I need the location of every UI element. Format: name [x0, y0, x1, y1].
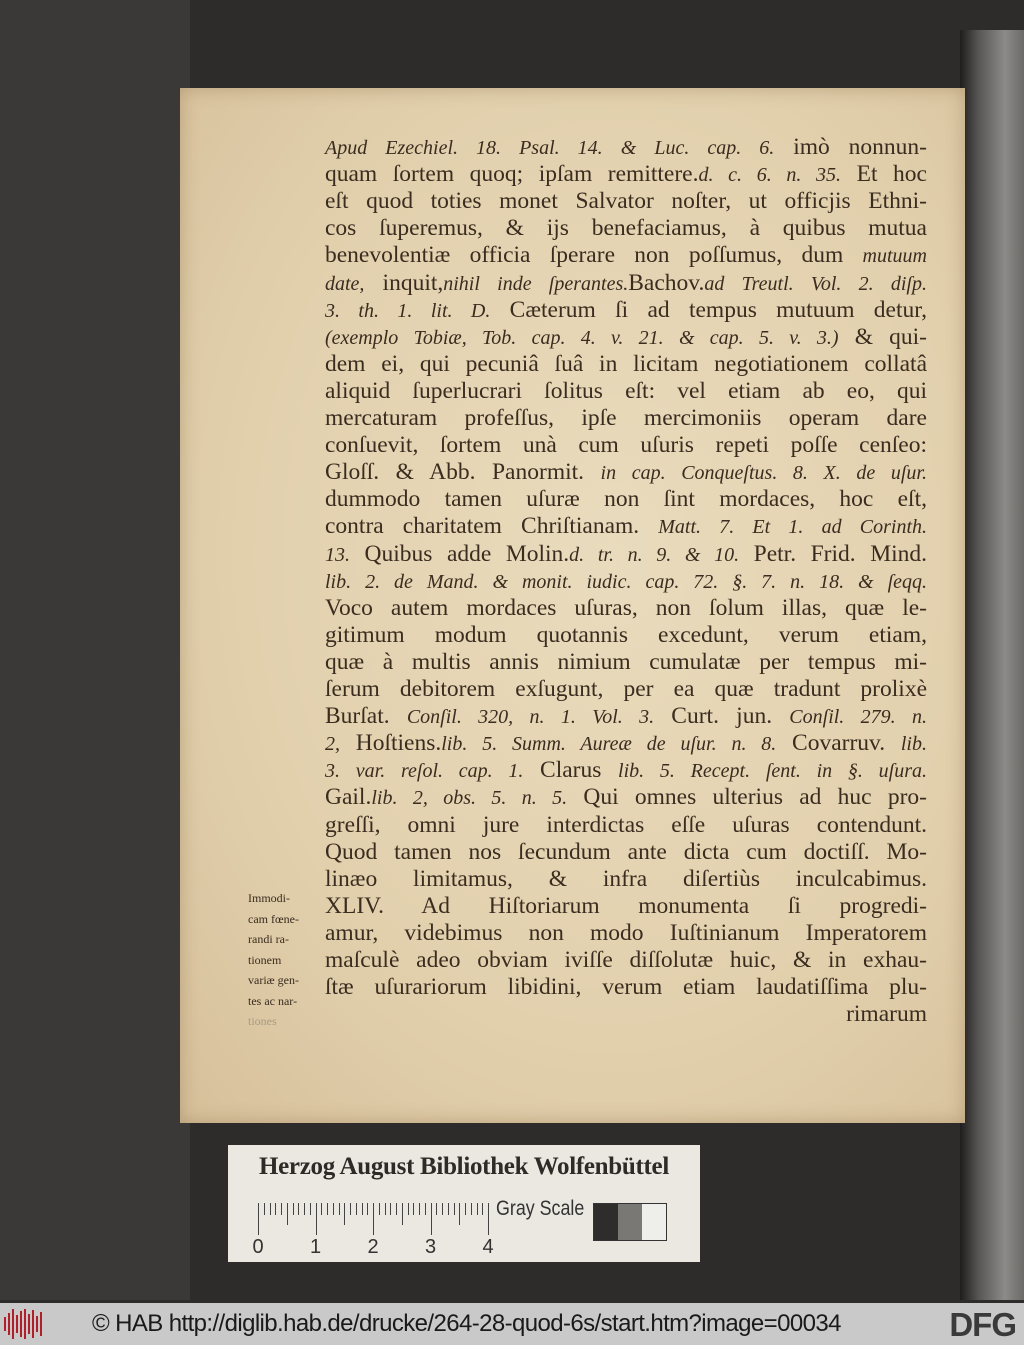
body-text: eſt quod toties monet Salvator noſter, ut officjis Ethni- — [325, 188, 927, 215]
body-text: rimarum — [846, 1001, 927, 1028]
text-line — [325, 893, 927, 920]
library-color-card — [228, 1145, 700, 1262]
body-text: Covarruv. — [776, 730, 901, 757]
dfg-logo: DFG — [949, 1306, 1016, 1343]
footer-bar — [0, 1303, 1024, 1345]
body-text: inquit, — [364, 269, 444, 296]
citation-text: 13. — [325, 543, 350, 566]
ruler-tick — [356, 1203, 357, 1215]
body-text: Bachov. — [628, 269, 705, 296]
gray-scale-patch — [642, 1204, 666, 1240]
text-line — [325, 486, 927, 513]
ruler-tick — [431, 1203, 432, 1235]
margin-note-line: Immodi- — [248, 891, 290, 905]
ruler-tick — [316, 1203, 317, 1235]
citation-text: lib. 2, obs. 5. n. 5. — [371, 787, 568, 810]
body-text: benevolentiæ officia ſperare non poſſumus, dum — [325, 242, 863, 269]
gray-scale-patch — [594, 1204, 618, 1240]
text-line — [325, 784, 927, 811]
citation-text: date, — [325, 272, 365, 295]
body-text: XLIV. Ad Hiſtoriarum monumenta ſi progredi- — [325, 892, 927, 919]
ruler-tick — [304, 1203, 305, 1215]
citation-text: 2, — [325, 733, 340, 756]
margin-note-line: tes ac nar- — [248, 993, 298, 1008]
ruler-number: 2 — [367, 1236, 379, 1258]
text-line — [325, 432, 927, 459]
ruler-tick — [448, 1203, 449, 1215]
text-line — [325, 324, 927, 351]
body-text: contra charitatem Chriſtianam. — [325, 513, 659, 540]
body-text: linæo limitamus, & infra diſertiùs inculcabimus. — [325, 865, 927, 892]
ruler-number: 1 — [309, 1236, 322, 1258]
body-text: imò nonnun- — [774, 134, 927, 160]
text-line — [325, 351, 927, 378]
margin-note — [248, 888, 318, 1032]
text-line — [325, 242, 927, 269]
text-line — [325, 839, 927, 866]
ruler-tick — [367, 1203, 368, 1215]
citation-text: lib. — [900, 733, 927, 756]
library-name: Herzog August Bibliothek Wolfenbüttel — [258, 1153, 669, 1180]
text-line — [325, 215, 927, 242]
body-text: gitimum modum quotannis excedunt, verum etiam, — [325, 621, 927, 648]
text-line — [325, 757, 927, 784]
body-text: Petr. Frid. Mind. — [739, 540, 927, 567]
body-text: quam ſortem quoq; ipſam remittere. — [325, 161, 699, 188]
ruler-tick — [362, 1203, 363, 1215]
margin-note-line: tiones — [248, 1014, 277, 1028]
hab-logo-icon — [4, 1309, 42, 1339]
ruler-tick — [396, 1203, 397, 1215]
ruler-tick — [402, 1203, 403, 1225]
citation-text: lib. 5. Summ. Aureæ de uſur. n. 8. — [441, 733, 777, 756]
logo-bar — [12, 1309, 14, 1339]
logo-bar — [40, 1312, 42, 1336]
body-text: conſuevit, ſortem unà cum uſuris repeti poſſe cenſeo: — [325, 432, 927, 459]
text-line — [325, 920, 927, 947]
text-line — [325, 541, 927, 568]
ruler-tick — [310, 1203, 311, 1215]
body-text: Quod tamen nos ſecundum ante dicta cum doctiſſ. Mo- — [325, 838, 927, 865]
body-text: amur, videbimus non modo Iuſtinianum Imperatorem — [325, 919, 927, 946]
adjacent-page-edge — [960, 30, 1024, 1300]
citation-text: d. c. 6. n. 35. — [698, 164, 842, 187]
text-line — [325, 297, 927, 324]
ruler-tick — [298, 1203, 299, 1215]
margin-note-line: variæ gen- — [248, 973, 299, 987]
logo-bar — [24, 1309, 26, 1339]
citation-text: 3. th. 1. lit. D. — [325, 299, 491, 322]
ruler-tick — [275, 1203, 276, 1215]
ruler-tick — [477, 1203, 478, 1215]
citation-text: in cap. Conqueſtus. 8. X. de uſur. — [600, 462, 927, 485]
body-text: Curt. jun. — [654, 703, 790, 730]
citation-text: nihil inde ſperantes. — [443, 272, 629, 295]
citation-text: lib. 5. Recept. ſent. in §. uſura. — [618, 760, 928, 783]
text-line — [325, 568, 927, 595]
body-text: greſſi, omni jure interdictas eſſe uſuras contendunt. — [325, 811, 927, 838]
ruler-tick — [482, 1203, 483, 1215]
scan-background — [0, 0, 190, 1300]
citation-text: Conſil. 320, n. 1. Vol. 3. — [406, 706, 655, 729]
ruler-tick — [471, 1203, 472, 1215]
text-line — [325, 622, 927, 649]
text-line — [325, 513, 927, 540]
ruler-tick — [344, 1203, 345, 1225]
body-text: ſtæ uſurariorum libidini, verum etiam laudatiſſima plu- — [325, 974, 927, 1001]
logo-bar — [32, 1310, 34, 1338]
body-text: Quibus adde Molin. — [350, 540, 570, 567]
ruler-tick — [436, 1203, 437, 1215]
body-text: Cæterum ſi ad tempus mutuum detur, — [490, 296, 928, 323]
ruler-tick — [408, 1203, 409, 1215]
body-text: Gloſſ. & Abb. Panormit. — [325, 459, 601, 486]
logo-bar — [8, 1313, 10, 1335]
ruler-tick — [287, 1203, 288, 1225]
body-text: maſculè adeo obviam iviſſe diſſolutæ huic, & in exhau- — [325, 947, 927, 973]
ruler-tick — [379, 1203, 380, 1215]
citation-text: d. tr. n. 9. & 10. — [569, 543, 740, 566]
text-line — [325, 866, 927, 893]
ruler-tick — [459, 1203, 460, 1225]
citation-text: mutuum — [862, 245, 927, 268]
body-text: dem ei, qui pecuniâ ſuâ in licitam negotiationem collatâ — [325, 350, 927, 377]
citation-text: Apud Ezechiel. 18. Psal. 14. & Luc. cap. 6. — [325, 137, 775, 159]
citation-text: 3. var. reſol. cap. 1. — [325, 760, 524, 783]
gray-scale-swatch — [593, 1203, 667, 1241]
logo-bar — [36, 1316, 38, 1332]
text-line — [325, 595, 927, 622]
citation-text: (exemplo Tobiæ, Tob. cap. 4. v. 21. & cap. 5. v. 3.) — [325, 326, 839, 349]
ruler-tick — [385, 1203, 386, 1215]
logo-bar — [4, 1317, 6, 1331]
ruler-tick — [425, 1203, 426, 1215]
ruler-tick — [293, 1203, 294, 1215]
ruler-tick — [258, 1203, 259, 1235]
ruler-number: 0 — [252, 1236, 264, 1258]
ruler-tick — [264, 1203, 265, 1215]
logo-bar — [20, 1311, 22, 1337]
text-line — [325, 459, 927, 486]
gray-scale-label: Gray Scale — [496, 1197, 585, 1220]
text-line — [325, 812, 927, 839]
text-line — [325, 161, 927, 188]
margin-note-line: cam fœne- — [248, 911, 299, 926]
text-line — [325, 405, 927, 432]
ruler-tick — [373, 1203, 374, 1235]
ruler — [252, 1203, 494, 1258]
ruler-tick — [442, 1203, 443, 1215]
text-line — [325, 974, 927, 1001]
ruler-tick — [350, 1203, 351, 1215]
gray-scale-patch — [618, 1204, 642, 1240]
margin-note-line: tionem — [248, 952, 282, 967]
ruler-tick — [327, 1203, 328, 1215]
body-text: Clarus — [523, 757, 619, 784]
ruler-number: 3 — [424, 1236, 437, 1258]
ruler-tick — [419, 1203, 420, 1215]
ruler-tick — [333, 1203, 334, 1215]
body-text: Gail. — [325, 784, 372, 811]
text-line — [325, 947, 927, 974]
ruler-tick — [270, 1203, 271, 1215]
citation-text: Matt. 7. Et 1. ad Corinth. — [658, 516, 927, 539]
ruler-tick — [321, 1203, 322, 1215]
text-line — [325, 676, 927, 703]
citation-text: Conſil. 279. n. — [789, 706, 927, 729]
ruler-tick — [413, 1203, 414, 1215]
body-text: mercaturam profeſſus, ipſe mercimoniis operam dare — [325, 405, 927, 431]
text-line — [325, 378, 927, 405]
citation-text: lib. 2. de Mand. & monit. iudic. cap. 72. §. 7. n. 18. & ſeqq. — [325, 570, 927, 593]
text-line — [325, 188, 927, 215]
body-text: Et hoc — [841, 161, 927, 188]
body-text: & qui- — [838, 323, 927, 350]
text-line — [325, 270, 927, 297]
logo-bar — [28, 1314, 30, 1334]
text-line — [325, 134, 927, 161]
body-text: dummodo tamen uſuræ non ſint mordaces, hoc eſt, — [325, 486, 927, 513]
body-text: Qui omnes ulterius ad huc pro- — [567, 784, 927, 811]
text-line — [325, 649, 927, 676]
body-text: Voco autem mordaces uſuras, non ſolum illas, quæ le- — [325, 594, 927, 621]
footer-url[interactable]: © HAB http://diglib.hab.de/drucke/264-28-quod-6s/start.htm?image=00034 — [92, 1310, 841, 1337]
text-line — [325, 730, 927, 757]
body-text: quæ à multis annis nimium cumulatæ per tempus mi- — [325, 648, 927, 675]
ruler-tick — [454, 1203, 455, 1215]
citation-text: ad Treutl. Vol. 2. diſp. — [704, 272, 927, 295]
body-text: ſerum debitorem exſugunt, per ea quæ tradunt prolixè — [325, 676, 927, 702]
ruler-tick — [465, 1203, 466, 1215]
logo-bar — [16, 1315, 18, 1333]
ruler-tick — [488, 1203, 489, 1235]
text-line — [325, 703, 927, 730]
body-text: aliquid ſuperlucrari ſolitus eſt: vel etiam ab eo, qui — [325, 377, 927, 404]
ruler-tick — [281, 1203, 282, 1215]
text-line — [325, 1001, 927, 1028]
body-text: cos ſuperemus, & ijs benefaciamus, à quibus mutua — [325, 215, 927, 242]
body-text: Hoſtiens. — [340, 730, 442, 757]
ruler-number: 4 — [482, 1236, 494, 1258]
ruler-tick — [339, 1203, 340, 1215]
margin-note-line: randi ra- — [248, 932, 289, 946]
ruler-tick — [390, 1203, 391, 1215]
body-text: Burſat. — [325, 703, 407, 730]
